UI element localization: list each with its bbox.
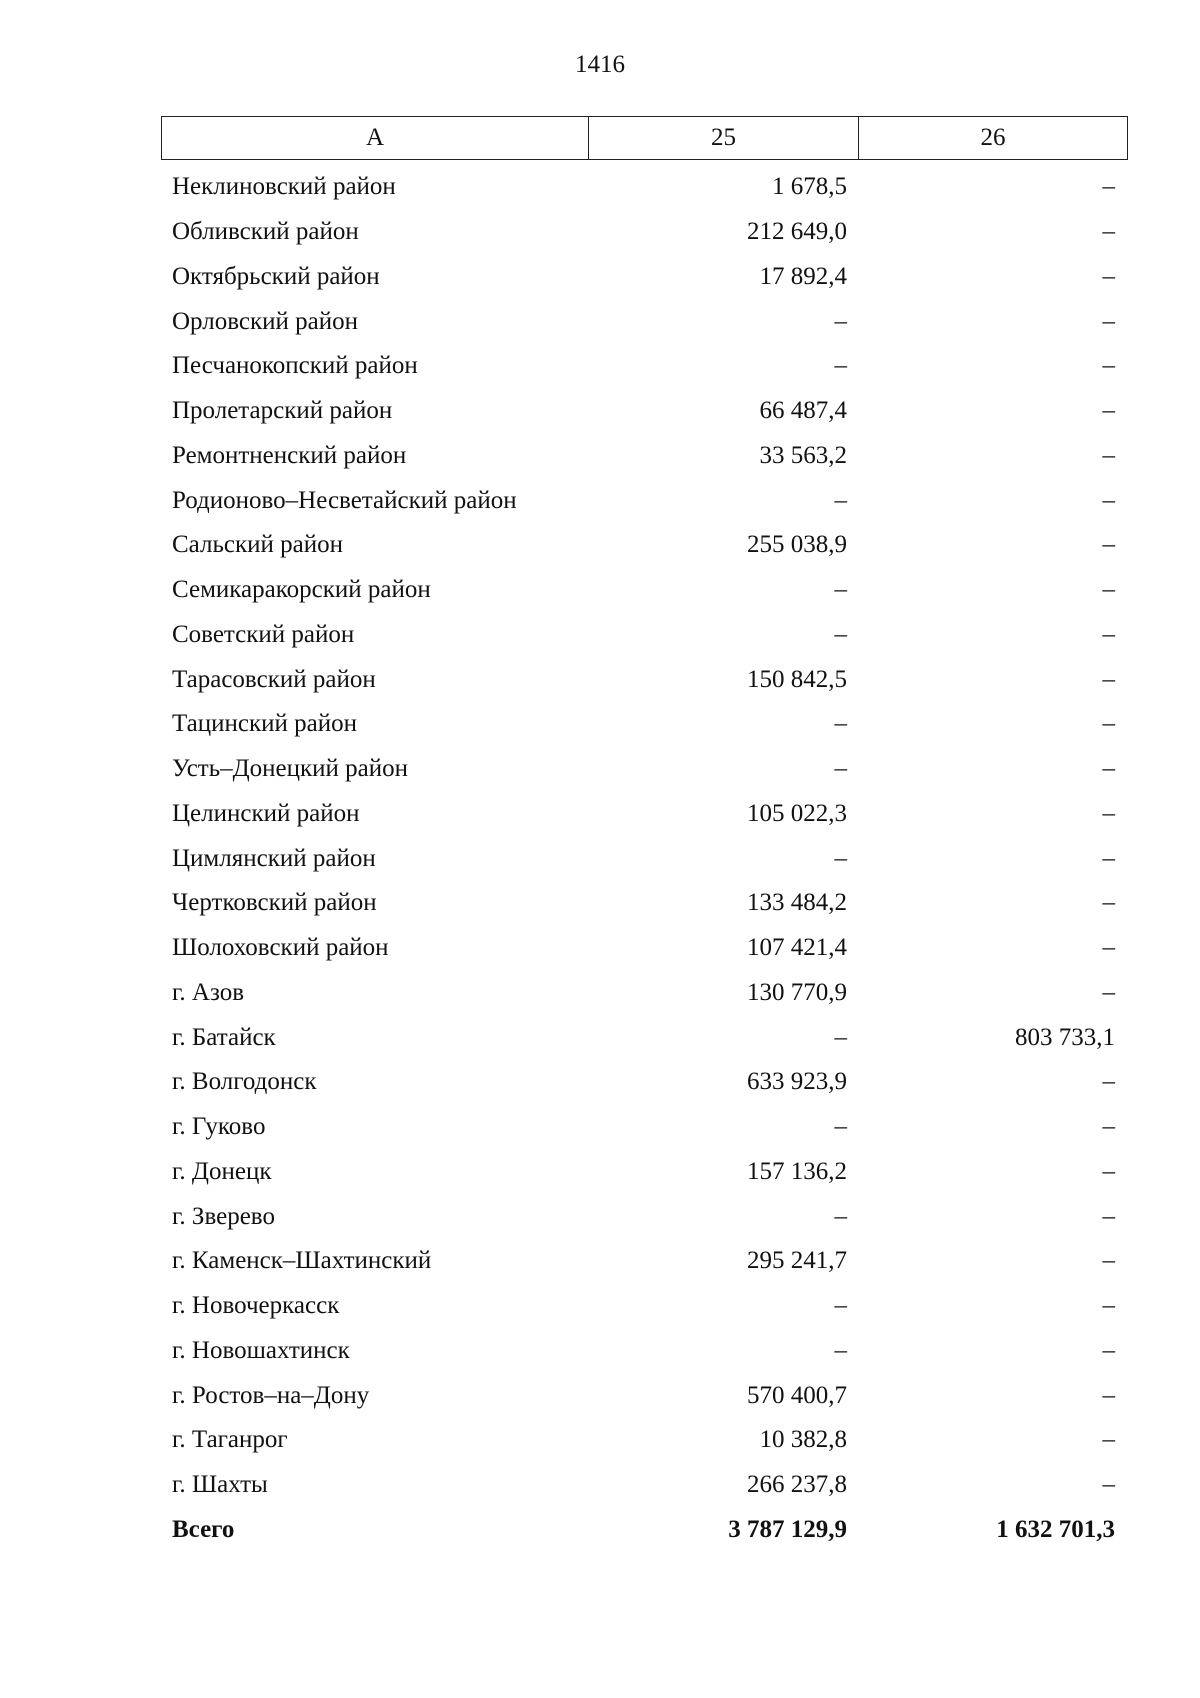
row-name-cell: г. Зверево xyxy=(172,1202,275,1230)
row-value-25-cell: 107 421,4 xyxy=(747,934,847,962)
row-name-cell: Октябрьский район xyxy=(172,262,380,290)
table-row xyxy=(161,1284,1128,1329)
table-row xyxy=(161,299,1128,344)
row-value-25-cell: 105 022,3 xyxy=(747,799,847,827)
row-value-26-cell: – xyxy=(1102,307,1115,335)
row-name-cell: Обливский район xyxy=(172,218,359,246)
row-value-25-cell: – xyxy=(834,307,847,335)
header-cell-a: А xyxy=(162,117,589,159)
row-value-26-cell: – xyxy=(1102,1068,1115,1096)
row-name-cell: Цимлянский район xyxy=(172,844,376,872)
row-value-25-cell: – xyxy=(834,352,847,380)
table-row xyxy=(161,434,1128,479)
row-value-26-cell: – xyxy=(1102,889,1115,917)
row-value-26-cell: – xyxy=(1102,576,1115,604)
table-row xyxy=(161,971,1128,1016)
page-number: 1416 xyxy=(575,51,625,78)
row-value-25-cell: – xyxy=(834,710,847,738)
data-table xyxy=(161,116,1128,1552)
row-name-cell: Целинский район xyxy=(172,799,360,827)
row-value-26-cell: – xyxy=(1102,218,1115,246)
table-row xyxy=(161,1194,1128,1239)
row-name-cell: Советский район xyxy=(172,620,355,648)
row-value-26-cell: – xyxy=(1102,1247,1115,1275)
row-name-cell: Тацинский район xyxy=(172,710,357,738)
row-value-25-cell: – xyxy=(834,1336,847,1364)
row-name-cell: Всего xyxy=(172,1515,235,1543)
row-value-26-cell: – xyxy=(1102,262,1115,290)
row-value-25-cell: 570 400,7 xyxy=(747,1381,847,1409)
row-value-26-cell: – xyxy=(1102,1471,1115,1499)
row-value-25-cell: 255 038,9 xyxy=(747,531,847,559)
row-value-26-cell: – xyxy=(1102,844,1115,872)
row-value-25-cell: 150 842,5 xyxy=(747,665,847,693)
row-name-cell: г. Волгодонск xyxy=(172,1068,317,1096)
row-value-25-cell: – xyxy=(834,1292,847,1320)
row-name-cell: г. Новочеркасск xyxy=(172,1292,340,1320)
row-name-cell: Песчанокопский район xyxy=(172,352,418,380)
table-body xyxy=(161,165,1128,1552)
row-value-26-cell: – xyxy=(1102,531,1115,559)
row-value-26-cell: – xyxy=(1102,1202,1115,1230)
row-value-26-cell: – xyxy=(1102,620,1115,648)
row-value-26-cell: – xyxy=(1102,1336,1115,1364)
row-value-26-cell: – xyxy=(1102,710,1115,738)
row-value-25-cell: – xyxy=(834,755,847,783)
table-row xyxy=(161,1150,1128,1195)
row-name-cell: г. Гуково xyxy=(172,1113,266,1141)
table-row xyxy=(161,792,1128,837)
row-value-25-cell: – xyxy=(834,1113,847,1141)
row-value-26-cell: – xyxy=(1102,1292,1115,1320)
row-value-25-cell: – xyxy=(834,1023,847,1051)
row-value-25-cell: 212 649,0 xyxy=(747,218,847,246)
table-total-row xyxy=(161,1508,1128,1553)
table-row xyxy=(161,836,1128,881)
table-row xyxy=(161,1105,1128,1150)
row-name-cell: г. Батайск xyxy=(172,1023,276,1051)
table-row xyxy=(161,1463,1128,1508)
row-name-cell: Неклиновский район xyxy=(172,173,396,201)
table-row xyxy=(161,926,1128,971)
table-row xyxy=(161,1329,1128,1374)
row-value-26-cell: – xyxy=(1102,934,1115,962)
table-row xyxy=(161,210,1128,255)
row-value-25-cell: 157 136,2 xyxy=(747,1157,847,1185)
row-value-25-cell: 266 237,8 xyxy=(747,1471,847,1499)
row-value-26-cell: – xyxy=(1102,352,1115,380)
row-name-cell: Семикаракорский район xyxy=(172,576,431,604)
row-value-25-cell: – xyxy=(834,576,847,604)
row-value-25-cell: 33 563,2 xyxy=(759,441,847,469)
table-row xyxy=(161,344,1128,389)
table-row xyxy=(161,165,1128,210)
table-row xyxy=(161,881,1128,926)
row-name-cell: г. Азов xyxy=(172,978,245,1006)
row-value-25-cell: 295 241,7 xyxy=(747,1247,847,1275)
row-value-26-cell: – xyxy=(1102,755,1115,783)
row-name-cell: Тарасовский район xyxy=(172,665,376,693)
row-name-cell: г. Таганрог xyxy=(172,1426,288,1454)
row-value-25-cell: – xyxy=(834,486,847,514)
row-value-25-cell: 3 787 129,9 xyxy=(728,1515,847,1543)
row-value-26-cell: – xyxy=(1102,1426,1115,1454)
row-value-26-cell: – xyxy=(1102,1381,1115,1409)
row-name-cell: Пролетарский район xyxy=(172,397,393,425)
row-name-cell: г. Ростов–на–Дону xyxy=(172,1381,370,1409)
row-value-26-cell: – xyxy=(1102,173,1115,201)
row-value-26-cell: 803 733,1 xyxy=(1015,1023,1115,1051)
table-row xyxy=(161,702,1128,747)
row-name-cell: Чертковский район xyxy=(172,889,377,917)
row-name-cell: г. Новошахтинск xyxy=(172,1336,350,1364)
row-value-26-cell: 1 632 701,3 xyxy=(996,1515,1115,1543)
row-value-26-cell: – xyxy=(1102,799,1115,827)
row-value-25-cell: – xyxy=(834,1202,847,1230)
table-row xyxy=(161,255,1128,300)
row-value-26-cell: – xyxy=(1102,441,1115,469)
row-name-cell: Орловский район xyxy=(172,307,358,335)
row-value-26-cell: – xyxy=(1102,1113,1115,1141)
row-name-cell: Шолоховский район xyxy=(172,934,389,962)
table-row xyxy=(161,1418,1128,1463)
row-value-25-cell: 17 892,4 xyxy=(759,262,847,290)
header-cell-26: 26 xyxy=(980,124,1006,151)
table-row xyxy=(161,1373,1128,1418)
row-name-cell: г. Шахты xyxy=(172,1471,268,1499)
table-row xyxy=(161,1015,1128,1060)
row-value-26-cell: – xyxy=(1102,978,1115,1006)
table-row xyxy=(161,1239,1128,1284)
table-header xyxy=(161,116,1128,160)
table-row xyxy=(161,1060,1128,1105)
row-value-25-cell: 66 487,4 xyxy=(759,397,847,425)
row-value-25-cell: 633 923,9 xyxy=(747,1068,847,1096)
table-row xyxy=(161,657,1128,702)
row-name-cell: г. Каменск–Шахтинский xyxy=(172,1247,432,1275)
row-value-25-cell: 130 770,9 xyxy=(747,978,847,1006)
row-name-cell: Сальский район xyxy=(172,531,343,559)
row-value-26-cell: – xyxy=(1102,1157,1115,1185)
row-name-cell: Родионово–Несветайский район xyxy=(172,486,517,514)
row-name-cell: Ремонтненский район xyxy=(172,441,407,469)
row-value-25-cell: 1 678,5 xyxy=(772,173,847,201)
row-value-25-cell: 133 484,2 xyxy=(747,889,847,917)
row-value-26-cell: – xyxy=(1102,397,1115,425)
row-name-cell: г. Донецк xyxy=(172,1157,272,1185)
row-value-25-cell: – xyxy=(834,844,847,872)
row-value-25-cell: – xyxy=(834,620,847,648)
table-row xyxy=(161,613,1128,658)
header-cell-25: 25 xyxy=(589,117,859,159)
table-row xyxy=(161,389,1128,434)
table-row xyxy=(161,523,1128,568)
table-row xyxy=(161,478,1128,523)
table-row xyxy=(161,568,1128,613)
table-row xyxy=(161,747,1128,792)
row-value-25-cell: 10 382,8 xyxy=(759,1426,847,1454)
row-value-26-cell: – xyxy=(1102,486,1115,514)
row-value-26-cell: – xyxy=(1102,665,1115,693)
row-name-cell: Усть–Донецкий район xyxy=(172,755,409,783)
